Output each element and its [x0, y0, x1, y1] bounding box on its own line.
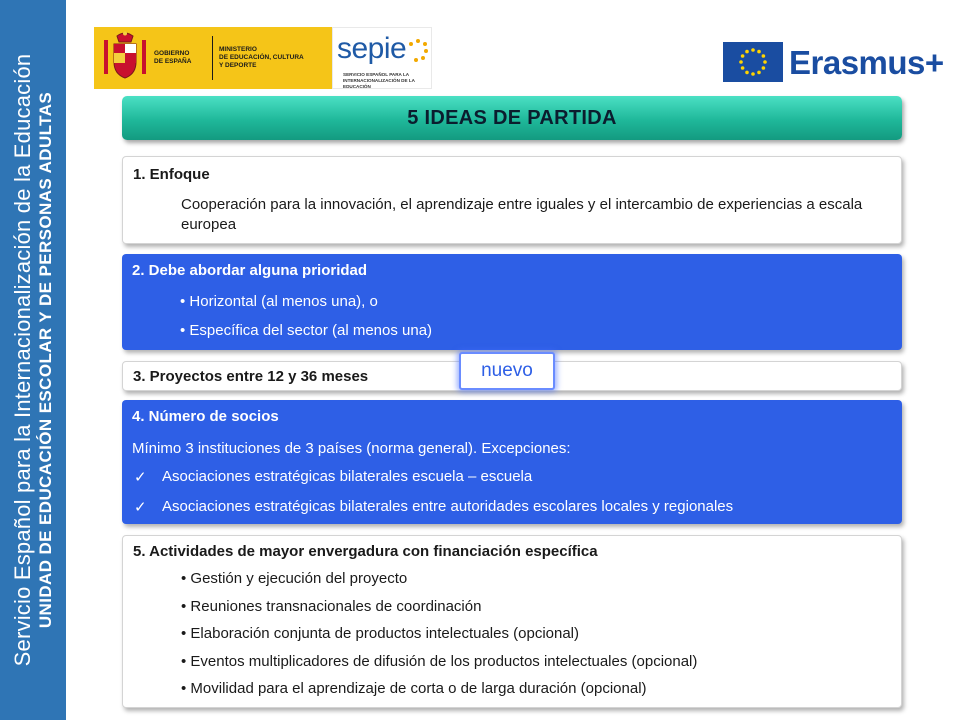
gov-line-1: GOBIERNO: [154, 49, 190, 57]
prioridad-heading: 2. Debe abordar alguna prioridad: [132, 262, 368, 279]
socios-exception: Asociaciones estratégicas bilaterales escuela – escuela: [162, 468, 533, 485]
gov-line-2: DE ESPAÑA: [154, 58, 192, 65]
idea-box-socios: [122, 400, 902, 524]
sepie-tagline: [343, 72, 429, 90]
prioridad-item: • Específica del sector (al menos una): [180, 322, 433, 339]
actividad-item: • Reuniones transnacionales de coordinación: [181, 598, 482, 615]
sepie-logo: [332, 27, 432, 89]
actividad-item-text: Movilidad para el aprendizaje de corta o de larga duración (opcional): [190, 680, 647, 697]
sidebar-unit-name: UNIDAD DE EDUCACIÓN ESCOLAR Y DE PERSONAS ADULTAS: [35, 91, 55, 629]
actividad-item-text: Reuniones transnacionales de coordinación: [190, 598, 482, 615]
coat-of-arms-icon: [100, 30, 150, 86]
gobierno-logo: [94, 27, 332, 89]
eu-flag-icon: [723, 42, 783, 82]
ministry-line-2: DE EDUCACIÓN, CULTURA: [219, 53, 304, 61]
ministerio-text: [219, 46, 327, 70]
sepie-wordmark: sepie: [337, 32, 407, 65]
ministry-line-3: Y DEPORTE: [219, 62, 257, 70]
enfoque-heading: 1. Enfoque: [133, 166, 210, 183]
actividad-item-text: Elaboración conjunta de productos intelectuales (opcional): [190, 625, 580, 642]
checkmark-icon: ✓: [134, 469, 147, 486]
sidebar-band: [0, 0, 66, 720]
nuevo-badge: nuevo: [459, 352, 555, 390]
actividad-item: • Elaboración conjunta de productos intelectuales (opcional): [181, 625, 580, 642]
page-title: 5 IDEAS DE PARTIDA: [407, 106, 617, 129]
socios-description: Mínimo 3 instituciones de 3 países (norma general). Excepciones:: [132, 440, 571, 457]
prioridad-item: • Horizontal (al menos una), o: [180, 293, 378, 310]
sepie-dots-icon: [407, 38, 429, 64]
idea-box-prioridad: [122, 254, 902, 350]
idea-box-enfoque: [122, 156, 902, 244]
proyectos-heading: 3. Proyectos entre 12 y 36 meses: [133, 368, 369, 385]
sidebar-text: [11, 0, 55, 720]
idea-box-actividades: [122, 535, 902, 708]
title-banner: [122, 96, 902, 140]
enfoque-body: Cooperación para la innovación, el aprendizaje entre iguales y el intercambio de experiencias a escala europea: [181, 196, 863, 233]
prioridad-item-text: Horizontal (al menos una), o: [189, 293, 378, 310]
checkmark-icon: ✓: [134, 499, 147, 516]
prioridad-item-text: Específica del sector (al menos una): [189, 322, 433, 339]
erasmus-logo: [723, 42, 944, 84]
actividades-heading: 5. Actividades de mayor envergadura con financiación específica: [133, 543, 598, 560]
gov-divider: [212, 36, 213, 80]
sepie-tag-line-2: INTERNACIONALIZACIÓN DE LA EDUCACIÓN: [343, 77, 415, 89]
gobierno-text: [154, 50, 206, 66]
sidebar-org-name: Servicio Español para la Internacionalización de la Educación: [10, 53, 36, 667]
socios-heading: 4. Número de socios: [132, 408, 279, 425]
actividad-item: • Movilidad para el aprendizaje de corta o de larga duración (opcional): [181, 680, 647, 697]
erasmus-wordmark: Erasmus+: [789, 44, 944, 81]
actividad-item-text: Gestión y ejecución del proyecto: [190, 570, 408, 587]
actividad-item-text: Eventos multiplicadores de difusión de los productos intelectuales (opcional): [190, 653, 698, 670]
sepie-tag-line-1: SERVICIO ESPAÑOL PARA LA: [343, 72, 410, 77]
actividad-item: • Gestión y ejecución del proyecto: [181, 570, 408, 587]
socios-exception: Asociaciones estratégicas bilaterales entre autoridades escolares locales y regionales: [162, 498, 734, 515]
actividad-item: • Eventos multiplicadores de difusión de los productos intelectuales (opcional): [181, 653, 698, 670]
ministry-line-1: MINISTERIO: [219, 45, 257, 53]
